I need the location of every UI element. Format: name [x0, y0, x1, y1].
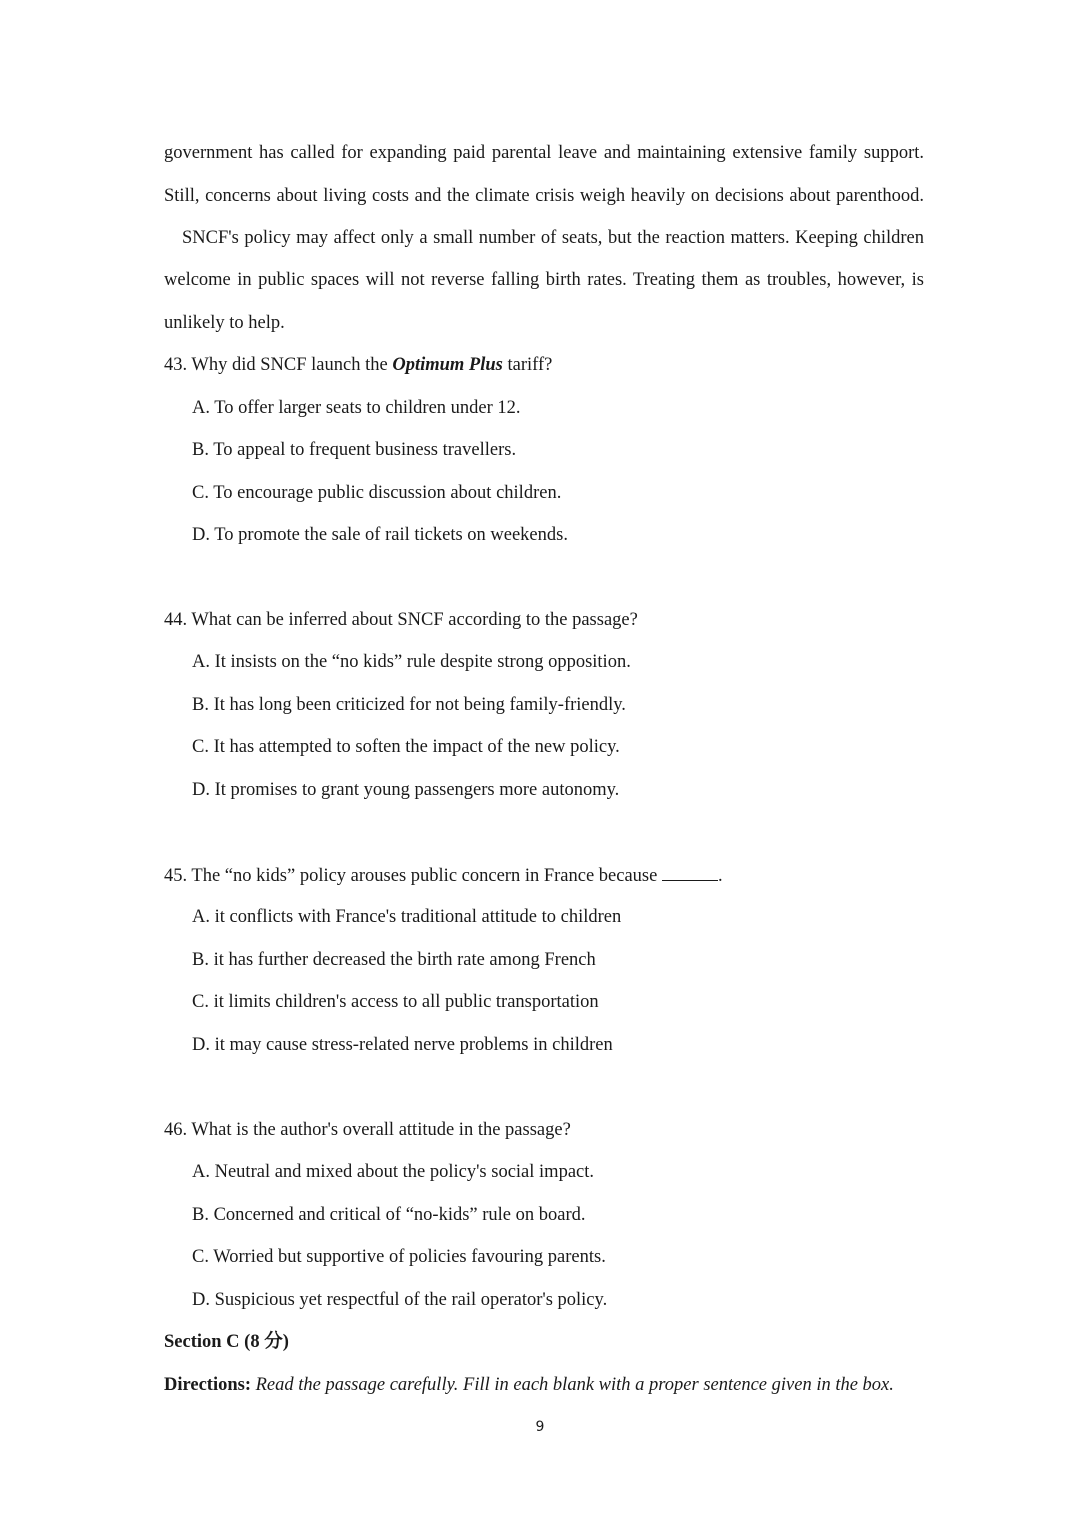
- question-45-option-a: A. it conflicts with France's traditional attitude to children: [192, 907, 622, 927]
- question-43-stem-after: tariff?: [502, 355, 553, 375]
- question-44-option-a: A. It insists on the “no kids” rule despite strong opposition.: [192, 652, 631, 672]
- section-title: Section C (8 分): [164, 1332, 289, 1352]
- question-43-stem: [164, 353, 924, 377]
- question-46-option-d: D. Suspicious yet respectful of the rail operator's policy.: [192, 1290, 608, 1310]
- directions-label: Directions:: [164, 1375, 251, 1395]
- passage-line-2: Still, concerns about living costs and the climate crisis weigh heavily on decisions about parenthood.: [164, 186, 924, 206]
- question-45-stem: [164, 863, 924, 888]
- answer-blank: [662, 863, 718, 881]
- passage-line-1: government has called for expanding paid parental leave and maintaining extensive family support.: [164, 143, 924, 163]
- question-46-stem: 46. What is the author's overall attitude in the passage?: [164, 1120, 571, 1140]
- question-45-option-d: D. it may cause stress-related nerve problems in children: [192, 1035, 613, 1055]
- question-43-stem-before: 43. Why did SNCF launch the: [164, 355, 393, 375]
- question-43-option-c: C. To encourage public discussion about children.: [192, 483, 562, 503]
- question-44-option-d: D. It promises to grant young passengers more autonomy.: [192, 780, 620, 800]
- question-45-option-c: C. it limits children's access to all public transportation: [192, 992, 599, 1012]
- section-directions: [164, 1373, 924, 1397]
- passage-line-4: welcome in public spaces will not reverse falling birth rates. Treating them as troubles, however, is: [164, 270, 924, 290]
- passage-line-3: SNCF's policy may affect only a small number of seats, but the reaction matters. Keeping children: [182, 228, 924, 248]
- question-45-stem-text: 45. The “no kids” policy arouses public concern in France because: [164, 866, 658, 886]
- directions-text: Read the passage carefully. Fill in each blank with a proper sentence given in the box.: [251, 1375, 894, 1395]
- question-43-option-b: B. To appeal to frequent business travellers.: [192, 440, 517, 460]
- question-44-option-b: B. It has long been criticized for not being family-friendly.: [192, 695, 626, 715]
- question-45-stem-end: .: [717, 866, 723, 886]
- question-46-option-c: C. Worried but supportive of policies favouring parents.: [192, 1247, 606, 1267]
- question-45-option-b: B. it has further decreased the birth rate among French: [192, 950, 596, 970]
- question-44-option-c: C. It has attempted to soften the impact of the new policy.: [192, 737, 620, 757]
- question-43-stem-emphasis: Optimum Plus: [392, 355, 503, 375]
- question-44-stem: 44. What can be inferred about SNCF according to the passage?: [164, 610, 638, 630]
- question-43-option-a: A. To offer larger seats to children under 12.: [192, 398, 521, 418]
- question-46-option-b: B. Concerned and critical of “no-kids” rule on board.: [192, 1205, 586, 1225]
- question-46-option-a: A. Neutral and mixed about the policy's social impact.: [192, 1162, 595, 1182]
- passage-line-5: unlikely to help.: [164, 313, 285, 333]
- page-number: 9: [535, 1419, 545, 1435]
- question-43-option-d: D. To promote the sale of rail tickets on weekends.: [192, 525, 568, 545]
